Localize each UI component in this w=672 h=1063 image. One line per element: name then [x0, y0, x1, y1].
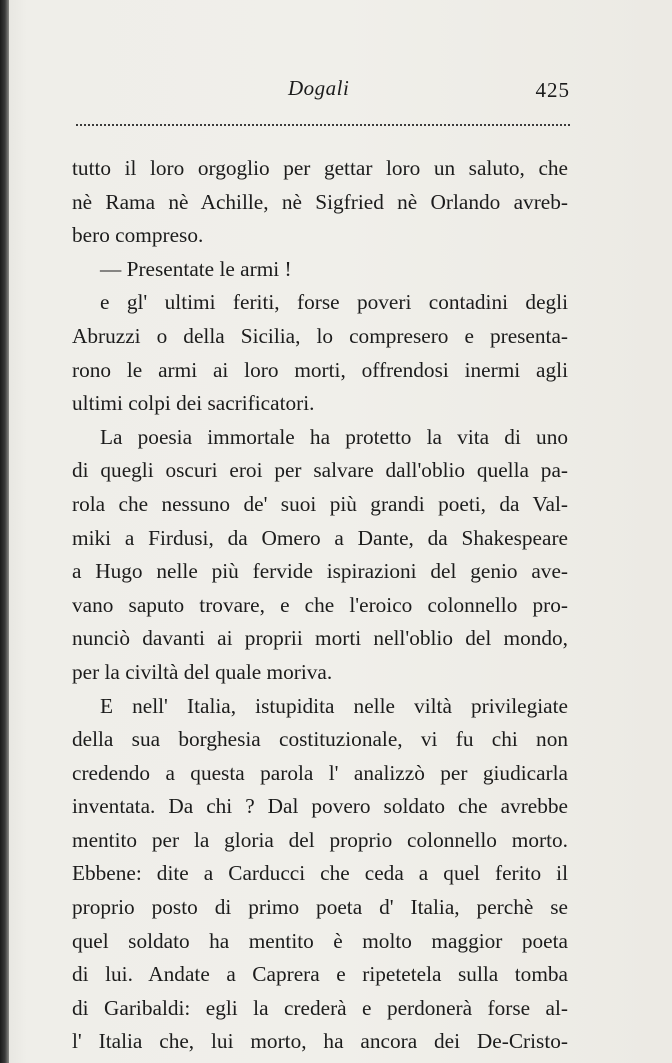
text-line: di Garibaldi: egli la crederà e perdonerà forse al-: [72, 995, 568, 1020]
text-line: mentito per la gloria del proprio colonnello morto.: [72, 827, 568, 852]
page-header: [74, 76, 570, 106]
text-line: Abruzzi o della Sicilia, lo compresero e presenta-: [72, 323, 568, 348]
text-line: a Hugo nelle più fervide ispirazioni del genio ave-: [72, 559, 568, 584]
text-line: quel soldato ha mentito è molto maggior poeta: [72, 928, 568, 953]
page-number: 425: [535, 78, 570, 102]
text-line: bero compreso.: [72, 223, 204, 248]
text-line: miki a Firdusi, da Omero a Dante, da Shakespeare: [72, 525, 568, 550]
text-line: inventata. Da chi ? Dal povero soldato che avrebbe: [72, 794, 568, 819]
text-line: vano saputo trovare, e che l'eroico colonnello pro-: [72, 592, 568, 617]
text-line: di lui. Andate a Caprera e ripetetela sulla tomba: [72, 962, 568, 987]
text-line: — Presentate le armi !: [100, 256, 292, 281]
text-line: della sua borghesia costituzionale, vi fu chi non: [72, 727, 568, 752]
text-line: tutto il loro orgoglio per gettar loro un saluto, che: [72, 156, 568, 180]
text-line: E nell' Italia, istupidita nelle viltà privilegiate: [100, 693, 568, 718]
text-line: ultimi colpi dei sacrificatori.: [72, 391, 315, 416]
text-line: credendo a questa parola l' analizzò per giudicarla: [72, 760, 568, 785]
text-line: proprio posto di primo poeta d' Italia, perchè se: [72, 895, 568, 920]
text-line: di quegli oscuri eroi per salvare dall'oblio quella pa-: [72, 458, 568, 483]
text-line: Ebbene: dite a Carducci che ceda a quel ferito il: [72, 861, 568, 886]
text-line: nunciò davanti ai proprii morti nell'oblio del mondo,: [72, 626, 568, 651]
running-head: Dogali: [288, 76, 350, 100]
text-line: nè Rama nè Achille, nè Sigfried nè Orlando avreb-: [72, 189, 568, 214]
text-line: rola che nessuno de' suoi più grandi poeti, da Val-: [72, 491, 568, 516]
text-line: per la civiltà del quale moriva.: [72, 659, 333, 684]
body-text: [72, 152, 568, 1059]
header-rule: [76, 124, 570, 126]
binding-edge: [0, 0, 9, 1063]
text-line: La poesia immortale ha protetto la vita di uno: [100, 424, 568, 449]
text-line: e gl' ultimi feriti, forse poveri contadini degli: [100, 290, 568, 315]
text-line: rono le armi ai loro morti, offrendosi inermi agli: [72, 357, 568, 382]
text-line: l' Italia che, lui morto, ha ancora dei De-Cristo-: [72, 1029, 568, 1054]
